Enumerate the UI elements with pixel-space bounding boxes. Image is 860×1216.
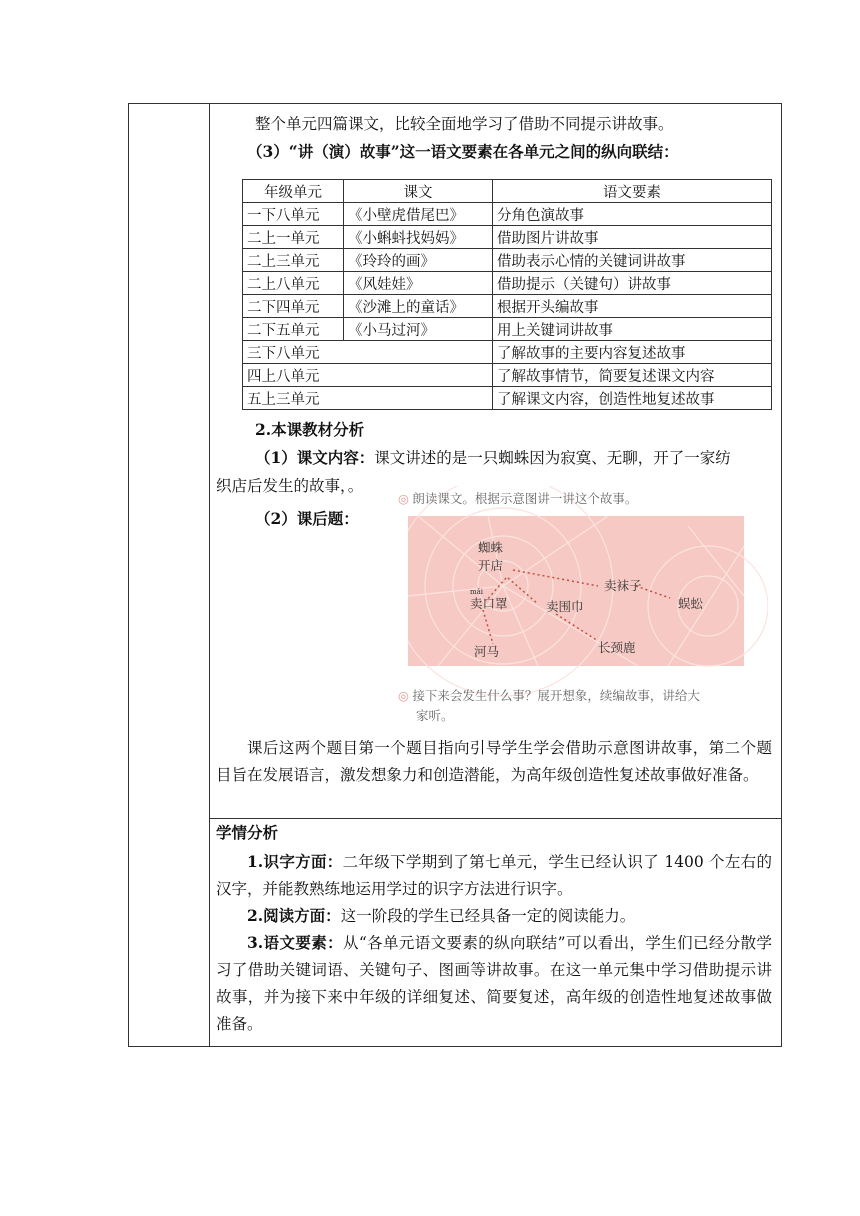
cell-unit: 一下八单元 [243, 203, 344, 226]
student-point-2: 2.阅读方面：这一阶段的学生已经具备一定的阅读能力。 [247, 906, 636, 925]
cell-element: 借助图片讲故事 [493, 226, 772, 249]
header-element: 语文要素 [493, 180, 772, 203]
header-text: 课文 [344, 180, 493, 203]
cell-element: 了解故事的主要内容复述故事 [493, 341, 772, 364]
node-centipede: 蜈蚣 [678, 596, 704, 611]
cell-text: 《风娃娃》 [344, 272, 493, 295]
column-divider [209, 104, 210, 1046]
node-sell-scarf: 卖围巾 [546, 599, 584, 614]
table-header-row [243, 180, 772, 203]
section-divider [210, 818, 781, 819]
cell-element: 借助表示心情的关键词讲故事 [493, 249, 772, 272]
intro-line: 整个单元四篇课文，比较全面地学习了借助不同提示讲故事。 [255, 115, 674, 133]
cell-element: 分角色演故事 [493, 203, 772, 226]
cell-text: 《玲玲的画》 [344, 249, 493, 272]
element-linkage-table [242, 179, 772, 410]
pinyin-label: mǎi [470, 588, 484, 596]
content-paragraph [255, 448, 731, 468]
student-point-3: 3.语文要素：从“各单元语文要素的纵向联结”可以看出，学生们已经分散学习了借助关键词语、关键句子、图画等讲故事。在这一单元集中学习借助提示讲故事，并为接下来中年级的详细复述、简要复述，高年级的创造性地复述故事做准备。 [216, 933, 772, 1033]
table-row [243, 272, 772, 295]
content-label: （1）课文内容： [255, 448, 375, 467]
table-row [243, 226, 772, 249]
lesson-table [128, 103, 782, 1047]
cell-element: 用上关键词讲故事 [493, 318, 772, 341]
figure-question-1: ◎ 朗读课文。根据示意图讲一讲这个故事。 [398, 492, 638, 506]
student-heading: 学情分析 [216, 823, 279, 842]
cell-element: 了解课文内容，创造性地复述故事 [493, 387, 772, 410]
cell-unit: 二上三单元 [243, 249, 344, 272]
cell-unit: 三下八单元 [243, 341, 493, 364]
cell-unit: 二上八单元 [243, 272, 344, 295]
table-row [243, 318, 772, 341]
section3-heading: （3）“讲（演）故事”这一语文要素在各单元之间的纵向联结： [247, 142, 679, 161]
table-row [243, 249, 772, 272]
bullet-icon: ◎ [398, 492, 409, 506]
table-row [243, 364, 772, 387]
cell-element: 了解故事情节，简要复述课文内容 [493, 364, 772, 387]
textbook-figure [398, 486, 768, 723]
cell-element: 根据开头编故事 [493, 295, 772, 318]
node-giraffe: 长颈鹿 [598, 640, 636, 655]
cell-text: 《沙滩上的童话》 [344, 295, 493, 318]
node-spider: 蜘蛛 [478, 540, 504, 555]
figure-question-2: ◎ 接下来会发生什么事？展开想象，续编故事，讲给大 [398, 689, 700, 703]
table-row [243, 341, 772, 364]
cell-unit: 二下四单元 [243, 295, 344, 318]
cell-text: 《小壁虎借尾巴》 [344, 203, 493, 226]
header-unit: 年级单元 [243, 180, 344, 203]
table-row [243, 203, 772, 226]
figure-question-2-line2: 家听。 [416, 709, 454, 723]
cell-text: 《小马过河》 [344, 318, 493, 341]
content-text-line2: 织店后发生的故事，。 [216, 477, 364, 495]
node-open-shop: 开店 [478, 558, 504, 573]
cell-unit: 二上一单元 [243, 226, 344, 249]
table-row [243, 387, 772, 410]
node-sell-socks: 卖袜子 [604, 578, 642, 593]
cell-element: 借助提示（关键句）讲故事 [493, 272, 772, 295]
cell-text: 《小蝌蚪找妈妈》 [344, 226, 493, 249]
bullet-icon: ◎ [398, 689, 409, 703]
after-class-paragraph: 课后这两个题目第一个题目指向引导学生学会借助示意图讲故事，第二个题目旨在发展语言，激发想象力和创造潜能，为高年级创造性复述故事做好准备。 [216, 739, 772, 784]
content-text-line1: 课文讲述的是一只蜘蛛因为寂寞、无聊，开了一家纺 [374, 449, 731, 467]
after-class-label: （2）课后题： [255, 509, 359, 528]
cell-unit: 二下五单元 [243, 318, 344, 341]
node-sell-mask: 卖口罩 [470, 596, 508, 611]
cell-unit: 五上三单元 [243, 387, 493, 410]
student-point-1: 1.识字方面：二年级下学期到了第七单元，学生已经认识了 1400 个左右的汉字，并能教熟练地运用学过的识字方法进行识字。 [216, 852, 772, 898]
table-row [243, 295, 772, 318]
analysis-heading: 2.本课教材分析 [255, 420, 365, 439]
node-hippo: 河马 [474, 644, 500, 659]
cell-unit: 四上八单元 [243, 364, 493, 387]
